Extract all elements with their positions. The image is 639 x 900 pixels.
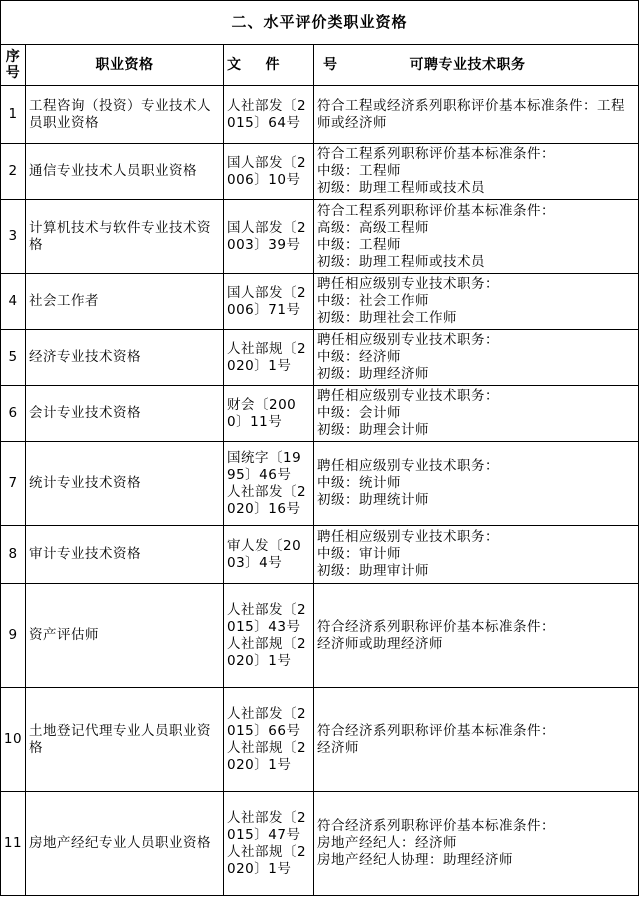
header-doc-b: 件 [265,56,280,73]
row-post: 聘任相应级别专业技术职务： 中级：经济师 初级：助理经济师 [314,330,639,386]
row-post: 符合经济系列职称评价基本标准条件： 房地产经纪人：经济师 房地产经纪人协理：助理经济师 [314,792,639,896]
row-no: 1 [1,86,26,144]
table-row [1,386,639,442]
row-name: 统计专业技术资格 [26,442,224,526]
row-name: 通信专业技术人员职业资格 [26,144,224,200]
table-row [1,584,639,688]
row-name: 房地产经纪专业人员职业资格 [26,792,224,896]
table-row [1,144,639,200]
row-no: 6 [1,386,26,442]
row-no: 8 [1,526,26,584]
row-doc: 国人部发〔2006〕71号 [224,274,314,330]
header-no: 序号 [1,45,26,86]
row-no: 2 [1,144,26,200]
row-name: 工程咨询（投资）专业技术人员职业资格 [26,86,224,144]
table-row [1,792,639,896]
row-name: 经济专业技术资格 [26,330,224,386]
row-post: 符合工程系列职称评价基本标准条件： 高级：高级工程师 中级：工程师 初级：助理工程师或技术员 [314,200,639,274]
row-doc: 人社部规〔2020〕1号 [224,330,314,386]
row-doc: 人社部发〔2015〕66号 人社部规〔2020〕1号 [224,688,314,792]
table-row [1,274,639,330]
header-doc-a: 文 [227,56,242,73]
row-no: 9 [1,584,26,688]
row-name: 审计专业技术资格 [26,526,224,584]
header-row [1,45,639,86]
row-doc: 人社部发〔2015〕64号 [224,86,314,144]
row-doc: 审人发〔2003〕4号 [224,526,314,584]
row-no: 7 [1,442,26,526]
row-post: 符合经济系列职称评价基本标准条件： 经济师 [314,688,639,792]
row-doc: 国人部发〔2003〕39号 [224,200,314,274]
row-no: 4 [1,274,26,330]
header-doc [224,45,314,86]
row-doc: 国人部发〔2006〕10号 [224,144,314,200]
row-post: 符合经济系列职称评价基本标准条件： 经济师或助理经济师 [314,584,639,688]
header-name: 职业资格 [26,45,224,86]
table-row [1,330,639,386]
row-post: 聘任相应级别专业技术职务： 中级：会计师 初级：助理会计师 [314,386,639,442]
table-row [1,86,639,144]
row-no: 10 [1,688,26,792]
row-doc: 人社部发〔2015〕47号 人社部规〔2020〕1号 [224,792,314,896]
row-name: 资产评估师 [26,584,224,688]
row-post: 符合工程系列职称评价基本标准条件： 中级：工程师 初级：助理工程师或技术员 [314,144,639,200]
row-post: 聘任相应级别专业技术职务： 中级：审计师 初级：助理审计师 [314,526,639,584]
row-post: 聘任相应级别专业技术职务： 中级：统计师 初级：助理统计师 [314,442,639,526]
row-post: 符合工程或经济系列职称评价基本标准条件：工程师或经济师 [314,86,639,144]
row-name: 会计专业技术资格 [26,386,224,442]
row-name: 社会工作者 [26,274,224,330]
row-post: 聘任相应级别专业技术职务： 中级：社会工作师 初级：助理社会工作师 [314,274,639,330]
header-post [314,45,639,86]
row-doc: 国统字〔1995〕46号 人社部发〔2020〕16号 [224,442,314,526]
table-body [1,86,639,896]
table-row [1,442,639,526]
row-no: 11 [1,792,26,896]
row-no: 5 [1,330,26,386]
row-name: 计算机技术与软件专业技术资格 [26,200,224,274]
table-row [1,688,639,792]
header-post-a: 号 [323,56,338,73]
row-no: 3 [1,200,26,274]
row-name: 土地登记代理专业人员职业资格 [26,688,224,792]
table-title: 二、水平评价类职业资格 [1,1,639,45]
row-doc: 财会〔2000〕11号 [224,386,314,442]
row-doc: 人社部发〔2015〕43号 人社部规〔2020〕1号 [224,584,314,688]
header-post-b: 可聘专业技术职务 [409,56,526,73]
table-row [1,526,639,584]
table-row [1,200,639,274]
